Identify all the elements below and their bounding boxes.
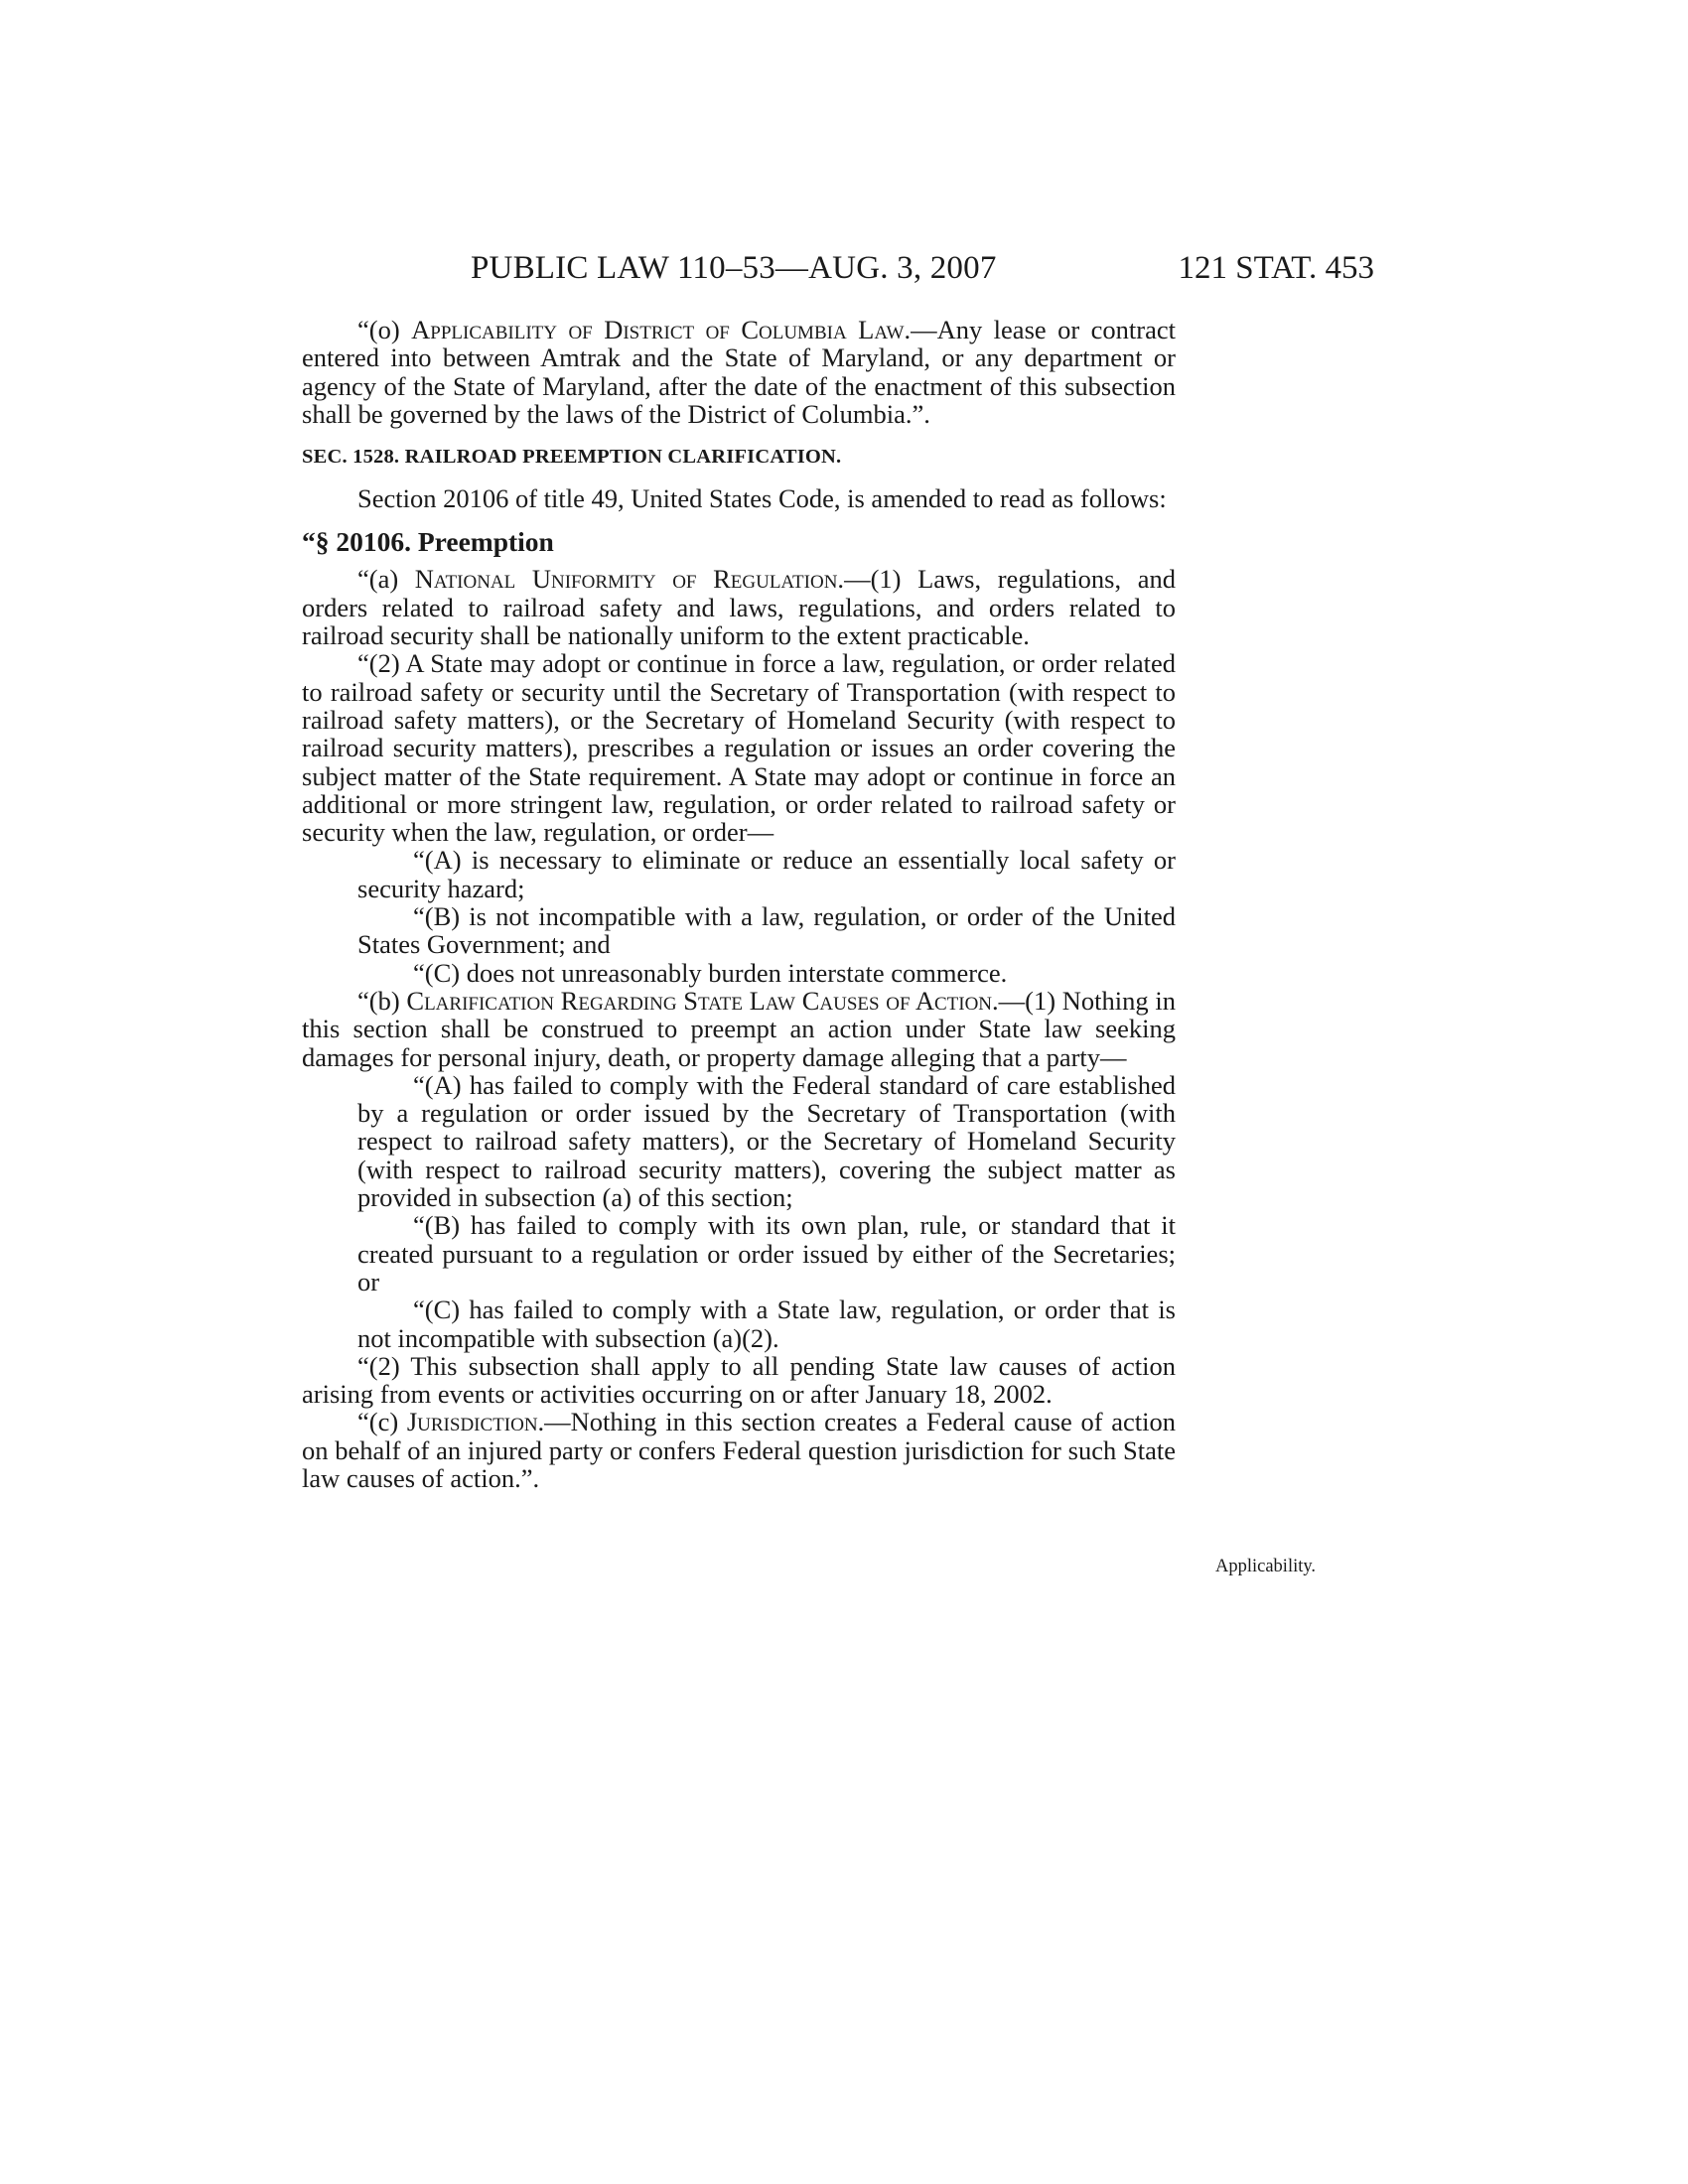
paragraph-b1-prefix: “(b) <box>357 985 407 1016</box>
running-head <box>302 246 1374 290</box>
margin-note-applicability: Applicability. <box>1215 1557 1317 1576</box>
section-heading: SEC. 1528. RAILROAD PREEMPTION CLARIFICATION. <box>302 446 842 469</box>
paragraph-a2: “(2) A State may adopt or continue in force a law, regulation, or order related to railroad safety or security until the Secretary of Transportation (with respect to railroad safety matters), or the Secretary of Homeland Security (with respect to railroad security matters), prescribes a regulation or issues an order covering the subject matter of the State requirement. A State may adopt or continue in force an additional or more stringent law, regulation, or order related to railroad safety or security when the law, regulation, or order— <box>302 648 1176 848</box>
paragraph-a2-C: “(C) does not unreasonably burden interstate commerce. <box>413 957 1008 988</box>
paragraph-c-text: —Nothing in this section creates a Federal cause of action on behalf of an injured party or confers Federal question jurisdiction for such State law causes of action.”. <box>302 1407 1176 1493</box>
document-body <box>302 316 1176 1492</box>
paragraph-o <box>302 316 1176 428</box>
paragraph-o-prefix: “(o) <box>357 315 412 344</box>
paragraph-c-heading: Jurisdiction. <box>406 1407 545 1437</box>
paragraph-a1-text: —(1) Laws, regulations, and orders related to railroad safety and laws, regulations, and orders related to railroad security shall be nationally uniform to the extent practicable. <box>302 564 1176 651</box>
paragraph-b1-text: —(1) Nothing in this section shall be construed to preempt an action under State law seeking damages for personal injury, death, or property damage alleging that a party— <box>302 985 1176 1072</box>
paragraph-c <box>302 1408 1176 1492</box>
paragraph-b1-heading: Clarification Regarding State Law Causes of Action. <box>406 985 999 1016</box>
page-stat-number: 121 STAT. 453 <box>1178 250 1374 286</box>
code-section-heading: “§ 20106. Preemption <box>302 526 554 558</box>
paragraph-o-heading: Applicability of District of Columbia Law. <box>411 315 912 344</box>
paragraph-o-text: —Any lease or contract entered into between Amtrak and the State of Maryland, or any department or agency of the State of Maryland, after the date of the enactment of this subsection shall be governed by the laws of the District of Columbia.”. <box>302 315 1176 429</box>
running-head-title: PUBLIC LAW 110–53—AUG. 3, 2007 <box>471 250 997 286</box>
paragraph-b2: “(2) This subsection shall apply to all pending State law causes of action arising from events or activities occurring on or after January 18, 2002. <box>302 1350 1176 1410</box>
paragraph-a1-heading: National Uniformity of Regulation. <box>414 564 845 595</box>
paragraph-a2-A: “(A) is necessary to eliminate or reduce an essentially local safety or security hazard; <box>357 845 1176 903</box>
section-intro: Section 20106 of title 49, United States Code, is amended to read as follows: <box>357 483 1167 514</box>
paragraph-b1-C: “(C) has failed to comply with a State law, regulation, or order that is not incompatible with subsection (a)(2). <box>357 1295 1176 1353</box>
paragraph-a1 <box>302 565 1176 649</box>
paragraph-b1-A: “(A) has failed to comply with the Federal standard of care established by a regulation or order issued by the Secretary of Transportation (with respect to railroad safety matters), or the Secretary of Homeland Security (with respect to railroad security matters), covering the subject matter as provided in subsection (a) of this section; <box>357 1069 1176 1213</box>
paragraph-a2-B: “(B) is not incompatible with a law, regulation, or order of the United States Government; and <box>357 901 1176 960</box>
paragraph-b1-B: “(B) has failed to comply with its own plan, rule, or standard that it created pursuant to a regulation or order issued by either of the Secretaries; or <box>357 1210 1176 1297</box>
paragraph-a1-prefix: “(a) <box>357 564 415 595</box>
paragraph-b1 <box>302 987 1176 1071</box>
paragraph-c-prefix: “(c) <box>357 1407 407 1437</box>
